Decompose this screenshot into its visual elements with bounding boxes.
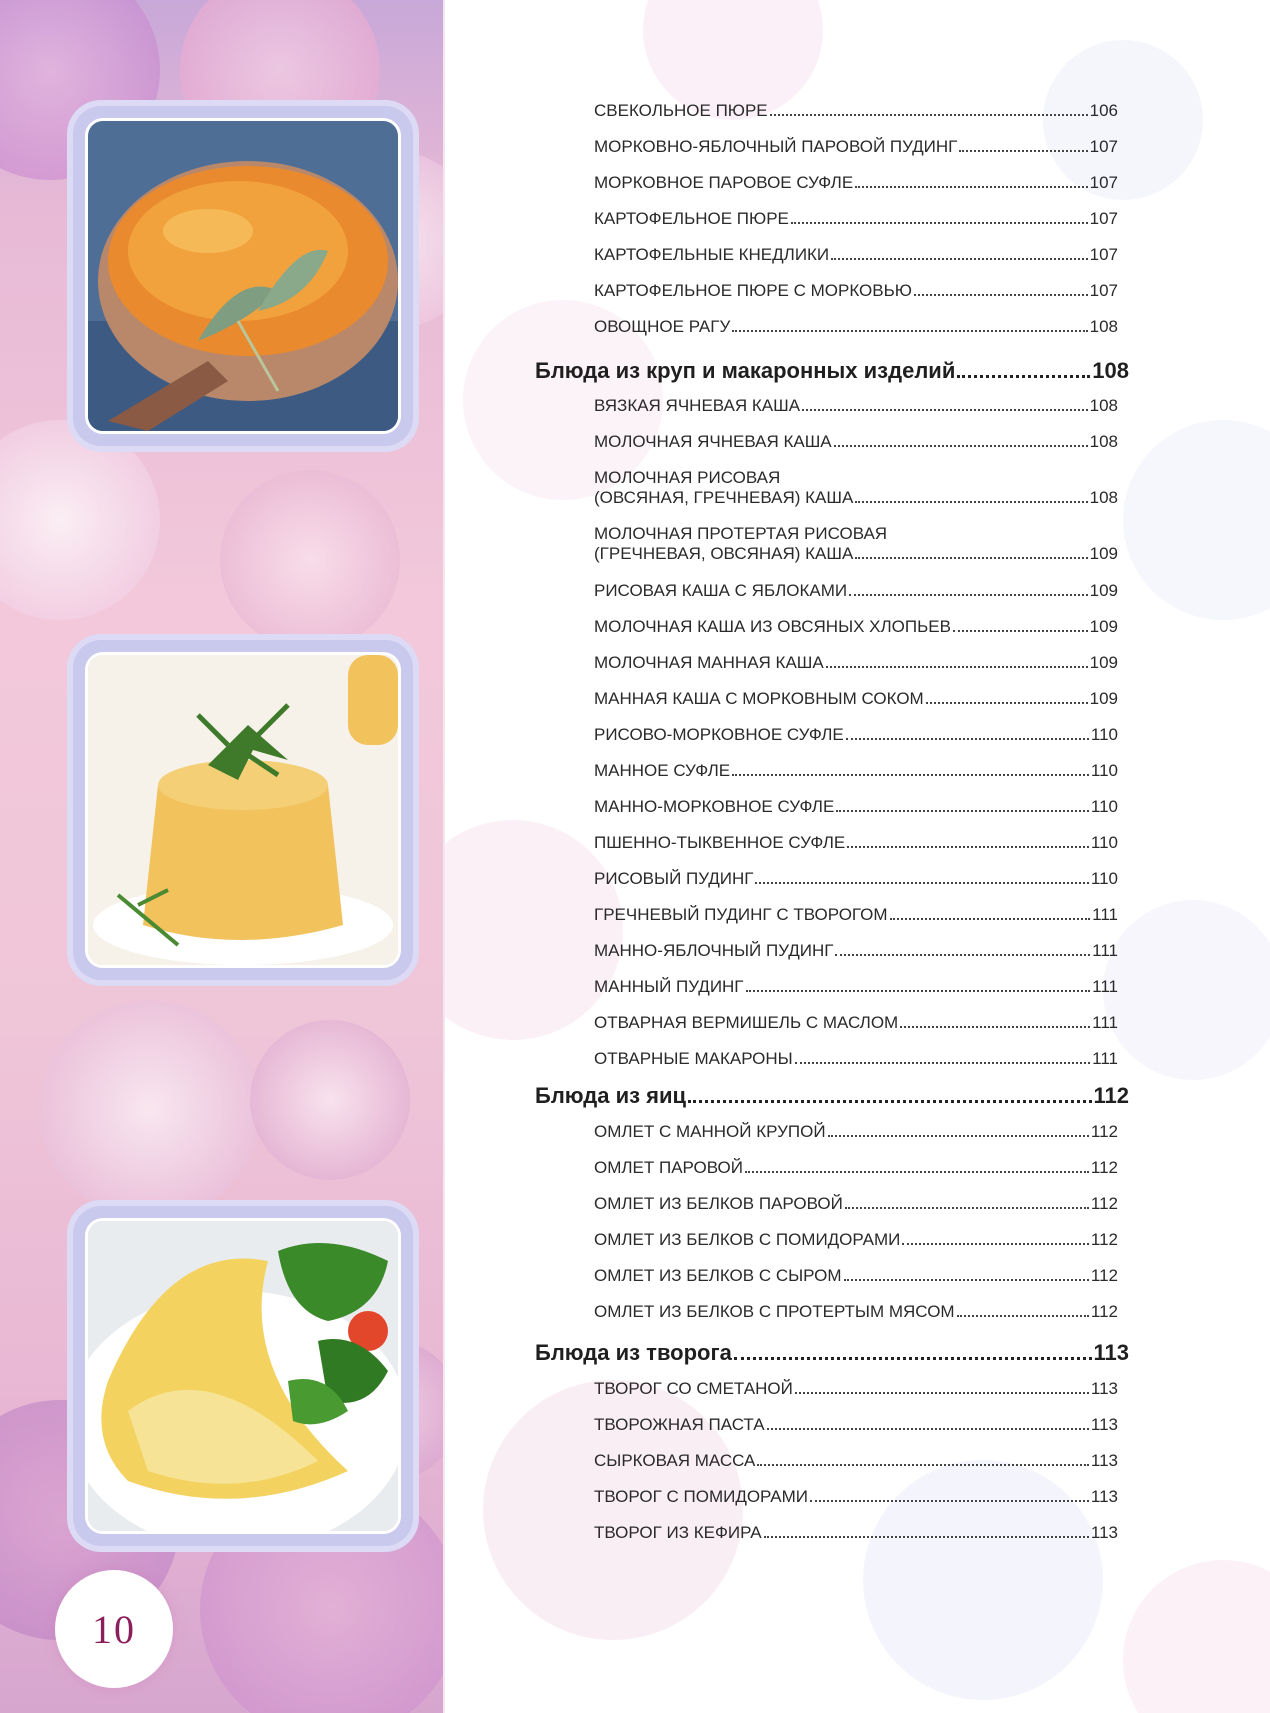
toc-section-title: Блюда из творога [535, 1340, 732, 1365]
toc-entry[interactable] [594, 209, 1118, 229]
dot-leader [855, 186, 1087, 188]
toc-entry-title: МАННАЯ КАША С МОРКОВНЫМ СОКОМ [594, 689, 924, 708]
dot-leader [902, 1243, 1089, 1245]
toc-entry[interactable] [594, 941, 1118, 961]
toc-entry-title: ОМЛЕТ ИЗ БЕЛКОВ С СЫРОМ [594, 1266, 842, 1285]
toc-entry-page: 112 [1090, 1302, 1118, 1321]
toc-entry[interactable] [594, 245, 1118, 265]
dot-leader [732, 774, 1089, 776]
toc-entry-page: 106 [1089, 101, 1118, 120]
toc-entry-page: 112 [1090, 1230, 1118, 1249]
dot-leader [826, 666, 1088, 668]
toc-section-title: Блюда из яиц [535, 1083, 687, 1108]
toc-entry-page: 112 [1090, 1122, 1118, 1141]
toc-entry-title: ОМЛЕТ С МАННОЙ КРУПОЙ [594, 1122, 826, 1141]
toc-entry-title: ТВОРОГ С ПОМИДОРАМИ [594, 1487, 808, 1506]
dot-leader [810, 1500, 1089, 1502]
toc-entry-title: ТВОРОГ СО СМЕТАНОЙ [594, 1379, 793, 1398]
toc-entry-title: КАРТОФЕЛЬНЫЕ КНЕДЛИКИ [594, 245, 830, 264]
toc-entry-page: 111 [1092, 1013, 1118, 1032]
toc-entry-page: 110 [1090, 725, 1118, 744]
dot-leader [795, 1062, 1090, 1064]
dot-leader [791, 222, 1088, 224]
toc-entry-title: ОМЛЕТ ИЗ БЕЛКОВ ПАРОВОЙ [594, 1194, 843, 1213]
toc-entry-page: 111 [1092, 905, 1118, 924]
dot-leader [953, 630, 1088, 632]
toc-entry-page: 112 [1090, 1266, 1118, 1285]
toc-entry-title-line2: (ОВСЯНАЯ, ГРЕЧНЕВАЯ) КАША [594, 488, 854, 507]
toc-entry-line2 [594, 544, 1118, 564]
toc-section-heading[interactable] [535, 358, 1129, 384]
photo-frame-omelette [73, 1206, 413, 1546]
dot-leader [844, 1279, 1089, 1281]
dot-leader [957, 1315, 1089, 1317]
dot-leader [847, 846, 1089, 848]
bubble-decoration [0, 420, 160, 620]
souffle-icon [85, 652, 401, 968]
toc-entry[interactable] [594, 317, 1118, 337]
toc-entry[interactable] [594, 432, 1118, 452]
toc-entry[interactable] [594, 396, 1118, 416]
dot-leader [855, 501, 1087, 503]
toc-entry-page: 109 [1089, 581, 1118, 600]
toc-entry-page: 108 [1089, 317, 1118, 336]
dot-leader [959, 150, 1087, 152]
photo-frame-puree [73, 106, 413, 446]
toc-entry-title: КАРТОФЕЛЬНОЕ ПЮРЕ С МОРКОВЬЮ [594, 281, 912, 300]
toc-entry[interactable] [594, 1302, 1118, 1322]
toc-entry-two-line[interactable] [594, 468, 1118, 508]
toc-entry[interactable] [594, 905, 1118, 925]
page-number: 10 [92, 1606, 136, 1652]
dot-leader [767, 1428, 1089, 1430]
dot-leader [849, 594, 1088, 596]
toc-entry-title: МОРКОВНОЕ ПАРОВОЕ СУФЛЕ [594, 173, 854, 192]
toc-entry[interactable] [594, 173, 1118, 193]
bubble-decoration [1123, 420, 1270, 620]
page-divider [443, 0, 445, 1713]
toc-section-heading[interactable] [535, 1340, 1129, 1366]
toc-entry-title: РИСОВО-МОРКОВНОЕ СУФЛЕ [594, 725, 844, 744]
toc-entry[interactable] [594, 1230, 1118, 1250]
toc-entry-title: ОМЛЕТ ИЗ БЕЛКОВ С ПРОТЕРТЫМ МЯСОМ [594, 1302, 955, 1321]
dot-leader [846, 738, 1089, 740]
toc-entry[interactable] [594, 761, 1118, 781]
toc-entry-title: ВЯЗКАЯ ЯЧНЕВАЯ КАША [594, 396, 801, 415]
toc-entry[interactable] [594, 617, 1118, 637]
dot-leader [795, 1392, 1089, 1394]
toc-entry[interactable] [594, 797, 1118, 817]
toc-entry[interactable] [594, 1415, 1118, 1435]
toc-entry-title: РИСОВЫЙ ПУДИНГ [594, 869, 754, 888]
toc-entry-title: МОЛОЧНАЯ КАША ИЗ ОВСЯНЫХ ХЛОПЬЕВ [594, 617, 951, 636]
toc-entry-title: МАННО-ЯБЛОЧНЫЙ ПУДИНГ [594, 941, 834, 960]
toc-entry-page: 107 [1089, 173, 1118, 192]
dot-leader [900, 1026, 1090, 1028]
toc-entry-title: ТВОРОЖНАЯ ПАСТА [594, 1415, 765, 1434]
toc-entry[interactable] [594, 653, 1118, 673]
toc-entry-title: ГРЕЧНЕВЫЙ ПУДИНГ С ТВОРОГОМ [594, 905, 888, 924]
dot-leader [831, 258, 1087, 260]
dot-leader [802, 409, 1088, 411]
toc-entry[interactable] [594, 1158, 1118, 1178]
dot-leader [914, 294, 1088, 296]
toc-entry-page: 107 [1089, 137, 1118, 156]
dot-leader [688, 1100, 1091, 1103]
bubble-decoration [40, 1000, 260, 1220]
dot-leader [957, 375, 1090, 378]
toc-entry-page: 110 [1090, 761, 1118, 780]
dot-leader [745, 1171, 1089, 1173]
toc-entry[interactable] [594, 725, 1118, 745]
toc-entry-page: 109 [1089, 617, 1118, 636]
toc-entry-page: 107 [1089, 281, 1118, 300]
toc-entry-page: 112 [1090, 1194, 1118, 1213]
dot-leader [836, 810, 1089, 812]
bubble-decoration [1103, 900, 1270, 1080]
bubble-decoration [250, 1020, 410, 1180]
toc-entry-page: 111 [1092, 977, 1118, 996]
toc-entry-title-line1: МОЛОЧНАЯ ПРОТЕРТАЯ РИСОВАЯ [594, 524, 888, 543]
dot-leader [834, 445, 1088, 447]
toc-entry-page: 112 [1090, 1158, 1118, 1177]
toc-entry-page: 108 [1089, 432, 1118, 451]
photo-frame-souffle [73, 640, 413, 980]
dot-leader [828, 1135, 1089, 1137]
toc-entry[interactable] [594, 689, 1118, 709]
toc-entry-title: КАРТОФЕЛЬНОЕ ПЮРЕ [594, 209, 789, 228]
toc-entry-page: 111 [1092, 1049, 1118, 1068]
toc-entry-page: 111 [1092, 941, 1118, 960]
dot-leader [770, 114, 1088, 116]
toc-entry-page: 108 [1089, 488, 1118, 507]
toc-entry-two-line[interactable] [594, 524, 1118, 564]
toc-entry-page: 113 [1090, 1379, 1118, 1398]
toc-entry-title: МОРКОВНО-ЯБЛОЧНЫЙ ПАРОВОЙ ПУДИНГ [594, 137, 958, 156]
toc-entry[interactable] [594, 101, 1118, 121]
toc-entry-title: РИСОВАЯ КАША С ЯБЛОКАМИ [594, 581, 848, 600]
dot-leader [764, 1536, 1089, 1538]
toc-entry[interactable] [594, 137, 1118, 157]
bubble-decoration [220, 470, 400, 650]
toc-entry[interactable] [594, 869, 1118, 889]
dot-leader [845, 1207, 1089, 1209]
toc-entry-title: ОТВАРНЫЕ МАКАРОНЫ [594, 1049, 793, 1068]
toc-entry-title: ОТВАРНАЯ ВЕРМИШЕЛЬ С МАСЛОМ [594, 1013, 899, 1032]
toc-entry-line2 [594, 488, 1118, 508]
dot-leader [890, 918, 1091, 920]
toc-entry-title: ПШЕННО-ТЫКВЕННОЕ СУФЛЕ [594, 833, 846, 852]
toc-entry-title: СЫРКОВАЯ МАССА [594, 1451, 756, 1470]
toc-entry-title: МОЛОЧНАЯ ЯЧНЕВАЯ КАША [594, 432, 832, 451]
dot-leader [835, 954, 1090, 956]
toc-entry-page: 110 [1090, 797, 1118, 816]
toc-entry-page: 107 [1089, 209, 1118, 228]
toc-entry[interactable] [594, 833, 1118, 853]
toc-entry[interactable] [594, 1451, 1118, 1471]
toc-entry-title: ОВОЩНОЕ РАГУ [594, 317, 731, 336]
omelette-icon [85, 1218, 401, 1534]
bubble-decoration [1123, 1560, 1270, 1713]
toc-entry-page: 113 [1090, 1487, 1118, 1506]
toc-entry-page: 113 [1090, 1415, 1118, 1434]
toc-entry-title: СВЕКОЛЬНОЕ ПЮРЕ [594, 101, 768, 120]
dot-leader [855, 557, 1087, 559]
toc-entry[interactable] [594, 281, 1118, 301]
toc-entry[interactable] [594, 581, 1118, 601]
toc-entry[interactable] [594, 1013, 1118, 1033]
toc-entry-title: ТВОРОГ ИЗ КЕФИРА [594, 1523, 762, 1542]
toc-section-title: Блюда из круп и макаронных изделий [535, 358, 956, 383]
toc-entry-page: 110 [1090, 869, 1118, 888]
toc-entry-page: 109 [1089, 653, 1118, 672]
toc-entry-title: МОЛОЧНАЯ МАННАЯ КАША [594, 653, 824, 672]
carrot-puree-icon [85, 118, 401, 434]
dot-leader [926, 702, 1088, 704]
toc-entry[interactable] [594, 1194, 1118, 1214]
toc-entry-title: МАННЫЙ ПУДИНГ [594, 977, 744, 996]
toc-entry[interactable] [594, 1122, 1118, 1142]
toc-entry-title-line2: (ГРЕЧНЕВАЯ, ОВСЯНАЯ) КАША [594, 544, 854, 563]
dot-leader [732, 330, 1087, 332]
toc-entry[interactable] [594, 1523, 1118, 1543]
toc-entry-page: 107 [1089, 245, 1118, 264]
toc-entry-page: 109 [1089, 544, 1118, 563]
dot-leader [755, 882, 1088, 884]
toc-entry-title: МАННО-МОРКОВНОЕ СУФЛЕ [594, 797, 835, 816]
toc-section-page: 113 [1093, 1340, 1129, 1365]
toc-entry-page: 113 [1090, 1451, 1118, 1470]
toc-entry[interactable] [594, 1266, 1118, 1286]
toc-entry-title-line1: МОЛОЧНАЯ РИСОВАЯ [594, 468, 781, 487]
toc-section-heading[interactable] [535, 1083, 1129, 1109]
page-number-badge [55, 1570, 173, 1688]
toc-entry-title: ОМЛЕТ ПАРОВОЙ [594, 1158, 743, 1177]
toc-entry[interactable] [594, 977, 1118, 997]
dot-leader [757, 1464, 1089, 1466]
toc-entry[interactable] [594, 1379, 1118, 1399]
toc-entry[interactable] [594, 1049, 1118, 1069]
toc-entry[interactable] [594, 1487, 1118, 1507]
bubble-decoration [443, 820, 623, 1040]
dot-leader [734, 1357, 1092, 1360]
toc-entry-page: 108 [1089, 396, 1118, 415]
dot-leader [746, 990, 1091, 992]
toc-entry-page: 109 [1089, 689, 1118, 708]
toc-section-page: 112 [1093, 1083, 1129, 1108]
toc-section-page: 108 [1092, 358, 1129, 383]
toc-entry-page: 110 [1090, 833, 1118, 852]
toc-entry-title: МАННОЕ СУФЛЕ [594, 761, 731, 780]
toc-entry-title: ОМЛЕТ ИЗ БЕЛКОВ С ПОМИДОРАМИ [594, 1230, 901, 1249]
toc-entry-page: 113 [1090, 1523, 1118, 1542]
